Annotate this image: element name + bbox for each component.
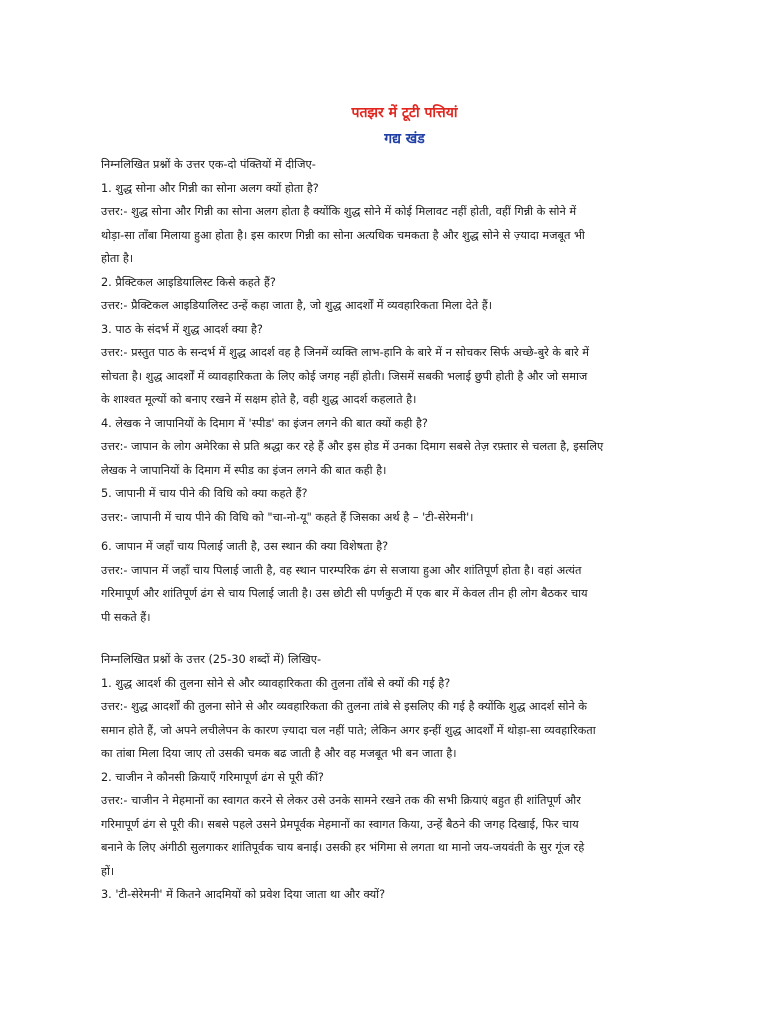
text-line: उत्तर:- प्रैक्टिकल आइडियालिस्ट उन्हें कहा जाता है, जो शुद्ध आदर्शों में व्यवहारिकता मिला देते हैं। bbox=[101, 299, 493, 312]
text-line: उत्तर:- शुद्ध आदर्शों की तुलना सोने से और व्यवहारिकता की तुलना तांबे से इसलिए की गई है क्योंकि शुद्ध आदर्श सोने के bbox=[101, 700, 587, 713]
text-line: 2. प्रैक्टिकल आइडियालिस्ट किसे कहते हैं? bbox=[101, 275, 276, 289]
section-heading: गद्य खंड bbox=[384, 131, 425, 147]
text-line: उत्तर:- प्रस्तुत पाठ के सन्दर्भ में शुद्ध आदर्श वह है जिनमें व्यक्ति लाभ-हानि के बारे में न सोचकर सिर्फ अच्छे-बुरे के बारे में bbox=[101, 346, 590, 359]
text-line: 6. जापान में जहाँ चाय पिलाई जाती है, उस स्थान की क्या विशेषता है? bbox=[101, 540, 389, 553]
question-6-block bbox=[101, 535, 708, 629]
text-line: गरिमापूर्ण ढंग से पूरी की। सबसे पहले उसने प्रेमपूर्वक मेहमानों का स्वागत किया, उन्हें बैठने की जगह दिखाई, फिर चाय bbox=[101, 817, 579, 831]
text-line: 1. शुद्ध सोना और गिन्नी का सोना अलग क्यों होता है? bbox=[101, 181, 319, 195]
text-line: 3. 'टी-सेरेमनी' में कितने आदमियों को प्रवेश दिया जाता था और क्यों? bbox=[101, 888, 386, 901]
text-line: उत्तर:- शुद्ध सोना और गिन्नी का सोना अलग होता है क्योंकि शुद्ध सोने में कोई मिलावट नहीं होती, वहीं गिन्नी के सोने में bbox=[101, 205, 577, 218]
text-line: उत्तर:- जापान के लोग अमेरिका से प्रति श्रद्धा कर रहे हैं और इस होड में उनका दिमाग सबसे तेज़ रफ़्तार से चलता है, इसलिए bbox=[101, 440, 604, 453]
text-line: बनाने के लिए अंगीठी सुलगाकर शांतिपूर्वक चाय बनाई। उसकी हर भंगिमा से लगता था मानो जय-जयवंती के सुर गूंज रहे bbox=[101, 841, 585, 854]
text-line: पी सकते हैं। bbox=[101, 610, 151, 624]
spacer bbox=[101, 629, 708, 648]
text-line: 2. चाजीन ने कौनसी क्रियाएँ गरिमापूर्ण ढंग से पूरी कीं? bbox=[101, 770, 324, 784]
text-line: 5. जापानी में चाय पीने की विधि को क्या कहते हैं? bbox=[101, 487, 308, 500]
text-line: हों। bbox=[101, 864, 115, 878]
instruction-text: निम्नलिखित प्रश्नों के उत्तर एक-दो पंक्तियों में दीजिए- bbox=[101, 158, 316, 171]
text-line: के शाश्वत मूल्यों को बनाए रखने में सक्षम होते है, वही शुद्ध आदर्श कहलाते है। bbox=[101, 393, 417, 406]
text-line: का तांबा मिला दिया जाए तो उसकी चमक बढ जाती है और वह मजबूत भी बन जाता है। bbox=[101, 747, 457, 760]
text-line: उत्तर:- जापान में जहाँ चाय पिलाई जाती है, वह स्थान पारम्परिक ढंग से सजाया हुआ और शांतिपूर्ण होता है। वहां अत्यंत bbox=[101, 563, 582, 577]
text-line: सोचता है। शुद्ध आदर्शों में व्यावहारिकता के लिए कोई जगह नहीं होती। जिसमें सबकी भलाई छुपी होती है और जो समाज bbox=[101, 369, 588, 383]
text-line: समान होते हैं, जो अपने लचीलेपन के कारण ज़्यादा चल नहीं पाते; लेकिन अगर इन्हीं शुद्ध आदर्शों में थोड़ा-सा व्यवहारिकता bbox=[101, 723, 596, 737]
text-line: थोड़ा-सा ताँबा मिलाया हुआ होता है। इस कारण गिन्नी का सोना अत्यधिक चमकता है और शुद्ध सोने से ज़्यादा मजबूत भी bbox=[101, 228, 585, 242]
page-title: पतझर में टूटी पत्तियां bbox=[351, 105, 458, 121]
text-line: लेखक ने जापानियों के दिमाग में स्पीड का इंजन लगने की बात कही है। bbox=[101, 463, 387, 477]
text-line: 3. पाठ के संदर्भ में शुद्ध आदर्श क्या है? bbox=[101, 322, 263, 336]
text-line: गरिमापूर्ण और शांतिपूर्ण ढंग से चाय पिलाई जाती है। उस छोटी सी पर्णकुटी में एक बार में केवल तीन ही लोग बैठकर चाय bbox=[101, 587, 588, 600]
text-line: होता है। bbox=[101, 252, 134, 265]
section2-body bbox=[101, 672, 708, 907]
text-line: 1. शुद्ध आदर्श की तुलना सोने से और व्यावहारिकता की तुलना ताँबे से क्यों की गई है? bbox=[101, 676, 451, 690]
instruction-text: निम्नलिखित प्रश्नों के उत्तर (25-30 शब्दों में) लिखिए- bbox=[101, 653, 322, 666]
text-line: उत्तर:- जापानी में चाय पीने की विधि को "चा-नो-यू" कहते हैं जिसका अर्थ है – 'टी-सेरेमनी'। bbox=[101, 510, 474, 524]
text-line: 4. लेखक ने जापानियों के दिमाग में 'स्पीड' का इंजन लगने की बात क्यों कही है? bbox=[101, 416, 428, 430]
section1-body bbox=[101, 177, 708, 530]
text-line: उत्तर:- चाजीन ने मेहमानों का स्वागत करने से लेकर उसे उनके सामने रखने तक की सभी क्रियाएं बहुत ही शांतिपूर्ण और bbox=[101, 794, 581, 807]
